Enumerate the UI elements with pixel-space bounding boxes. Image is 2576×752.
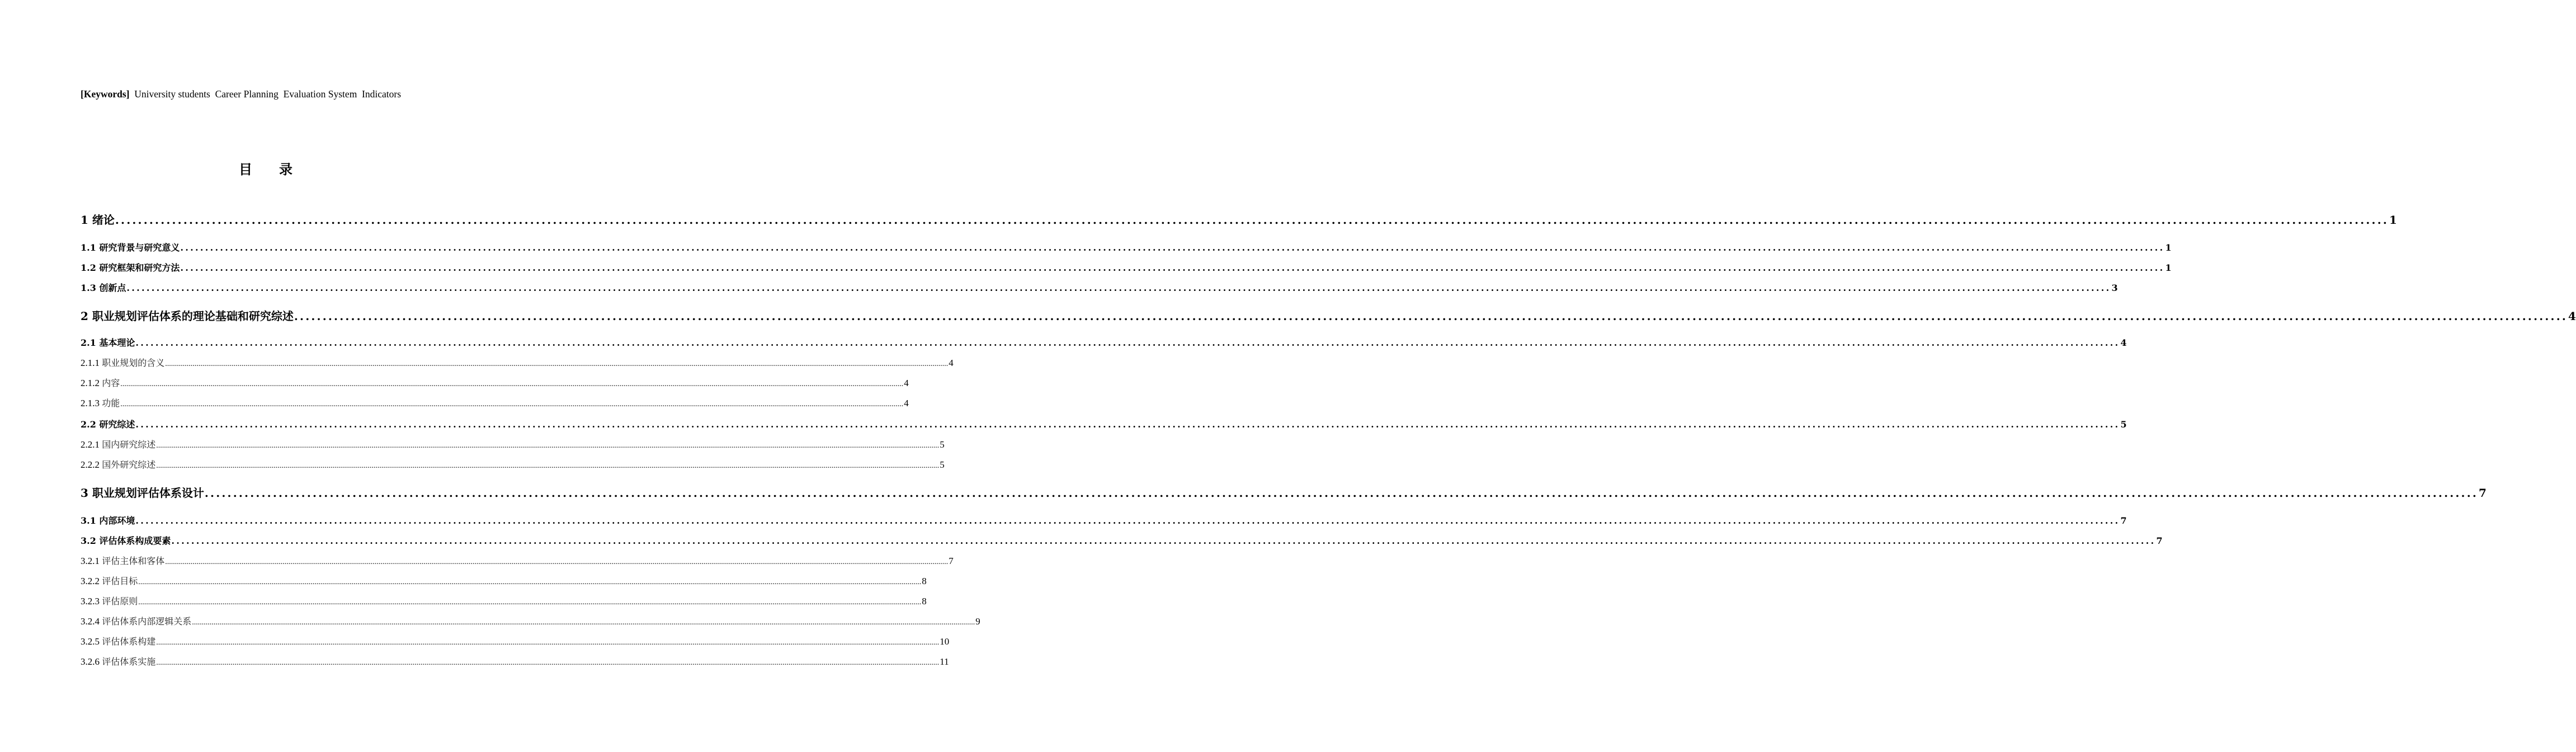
toc-dot-leader: ................................................................................................................................................................................................................................................................................................................................................................................................................ [156,462,940,470]
toc-entry-number: 2.2.2 [81,459,102,470]
toc-dot-leader: ................................................................................................................................................................................................................................................................................................................................................................................................................ [135,337,2120,348]
toc-entry-text: 评估目标 [102,576,138,586]
toc-entry-text: 国内研究综述 [102,439,156,450]
toc-dot-leader: ................................................................................................................................................................................................................................................................................................................................................................................................................ [180,262,2165,273]
toc-entry-label: 2.1 基本理论 [81,337,135,348]
toc-entry-label: 3.1 内部环境 [81,515,135,526]
toc-title-char: 目 [239,161,252,177]
toc-entry[interactable] [81,535,2163,547]
toc-entry[interactable] [81,397,909,411]
toc-entry-label: 2.2 研究综述 [81,419,135,430]
toc-entry[interactable] [81,636,950,649]
toc-entry-number: 2.1.2 [81,378,102,388]
toc-entry-page: 1 [2389,213,2397,227]
toc-entry-label [81,357,164,369]
toc-dot-leader: ................................................................................................................................................................................................................................................................................................................................................................................................................ [135,515,2120,526]
toc-dot-leader: ................................................................................................................................................................................................................................................................................................................................................................................................................ [138,598,922,607]
toc-entry-page: 7 [949,556,954,566]
toc-entry-label: 2 职业规划评估体系的理论基础和研究综述 [81,309,294,323]
toc-entry-number: 2.1.1 [81,358,102,368]
toc-entry[interactable] [81,656,949,669]
toc-entry-text: 评估体系构建 [102,636,156,647]
toc-entry-number: 3.2.3 [81,596,102,607]
toc-title-char: 录 [279,161,292,177]
toc-entry-label: 3 职业规划评估体系设计 [81,486,204,500]
toc-entry-number: 2.2.1 [81,439,102,450]
toc-entry-label: 1.2 研究框架和研究方法 [81,262,180,273]
toc-entry[interactable] [81,486,2487,500]
toc-entry-number: 3.2.2 [81,576,102,586]
toc-dot-leader: ................................................................................................................................................................................................................................................................................................................................................................................................................ [126,283,2111,293]
toc-entry-page: 4 [904,398,909,408]
toc-dot-leader: ................................................................................................................................................................................................................................................................................................................................................................................................................ [156,638,940,647]
toc-entry-number: 2.1.3 [81,398,102,408]
toc-entry-page: 7 [2156,535,2163,546]
toc-entry-page: 4 [904,378,909,388]
toc-entry-page: 3 [2111,283,2118,293]
toc-entry[interactable] [81,213,2397,227]
toc-entry[interactable] [81,357,954,370]
toc-dot-leader: ................................................................................................................................................................................................................................................................................................................................................................................................................ [165,558,949,566]
toc-entry[interactable] [81,575,927,589]
toc-dot-leader: ................................................................................................................................................................................................................................................................................................................................................................................................................ [171,535,2156,546]
toc-entry-page: 7 [2120,515,2127,526]
toc-entry-text: 评估体系内部逻辑关系 [102,616,192,627]
toc-entry-label [81,397,120,410]
toc-entry[interactable] [81,419,2127,431]
toc-entry[interactable] [81,377,909,391]
toc-entry-label [81,656,155,668]
toc-entry-text: 内容 [102,378,120,388]
keywords-text: University students Career Planning Evaluation System Indicators [129,88,402,100]
toc-entry-page: 4 [2568,309,2576,323]
toc-entry-page: 5 [940,459,945,470]
toc-entry[interactable] [81,595,927,609]
toc-dot-leader: ................................................................................................................................................................................................................................................................................................................................................................................................................ [180,242,2165,253]
toc-dot-leader: ................................................................................................................................................................................................................................................................................................................................................................................................................ [204,486,2479,500]
toc-entry-text: 评估主体和客体 [102,556,165,566]
toc-entry[interactable] [81,615,980,629]
toc-entry-label: 1.3 创新点 [81,283,126,293]
toc-entry-page: 10 [940,636,950,647]
toc-entry-page: 8 [922,596,927,607]
toc-entry-number: 3.2.1 [81,556,102,566]
toc-entry[interactable] [81,282,2118,294]
toc-entry-label [81,377,120,389]
toc-dot-leader: ................................................................................................................................................................................................................................................................................................................................................................................................................ [135,419,2120,430]
toc-entry[interactable] [81,262,2172,274]
toc-dot-leader: ................................................................................................................................................................................................................................................................................................................................................................................................................ [192,618,975,627]
toc-entry-text: 职业规划的含义 [102,358,165,368]
toc-entry-label [81,615,191,628]
toc-dot-leader: ................................................................................................................................................................................................................................................................................................................................................................................................................ [156,659,940,667]
toc-dot-leader: ................................................................................................................................................................................................................................................................................................................................................................................................................ [138,578,922,586]
toc-entry-page: 1 [2165,262,2172,273]
toc-entry[interactable] [81,459,945,472]
toc-entry-page: 9 [975,616,980,627]
toc-entry[interactable] [81,242,2172,254]
toc-entry-text: 功能 [102,398,120,408]
toc-entry-page: 5 [2120,419,2127,430]
toc-entry-label [81,439,155,451]
toc-entry-number: 3.2.5 [81,636,102,647]
toc-dot-leader: ................................................................................................................................................................................................................................................................................................................................................................................................................ [156,441,940,450]
toc-dot-leader: ................................................................................................................................................................................................................................................................................................................................................................................................................ [294,309,2568,323]
toc-entry-page: 5 [940,439,945,450]
toc-entry-label [81,555,164,567]
toc-entry-page: 4 [2120,337,2127,348]
toc-entry-number: 3.2.6 [81,656,102,667]
toc-entry-page: 4 [949,358,954,368]
toc-entry-label: 3.2 评估体系构成要素 [81,535,171,546]
toc-entry-page: 8 [922,576,927,586]
toc-dot-leader: ................................................................................................................................................................................................................................................................................................................................................................................................................ [120,400,904,408]
toc-entry-text: 评估体系实施 [102,656,156,667]
keywords-label: [Keywords] [81,88,130,100]
toc-entry-number: 3.2.4 [81,616,102,627]
toc-entry[interactable] [81,439,945,452]
toc-entry-text: 国外研究综述 [102,459,156,470]
keywords-line [81,88,401,100]
toc-dot-leader: ................................................................................................................................................................................................................................................................................................................................................................................................................ [120,380,904,388]
toc-entry-label [81,636,155,648]
toc-entry[interactable] [81,555,954,568]
toc-entry-page: 7 [2479,486,2487,500]
toc-entry-label: 1.1 研究背景与研究意义 [81,242,180,253]
toc-entry-page: 11 [940,656,949,667]
toc-entry-text: 评估原则 [102,596,138,607]
toc-entry[interactable] [81,515,2127,527]
toc-entry-page: 1 [2165,242,2172,253]
toc-entry-label [81,459,155,471]
toc-dot-leader: ................................................................................................................................................................................................................................................................................................................................................................................................................ [165,360,949,368]
toc-entry-label [81,575,138,588]
toc-entry[interactable] [81,337,2127,349]
toc-entry-label: 1 绪论 [81,213,115,227]
toc-dot-leader: ................................................................................................................................................................................................................................................................................................................................................................................................................ [115,213,2389,227]
toc-entry[interactable] [81,309,2576,323]
toc-title [0,161,531,178]
toc-entry-label [81,595,138,608]
